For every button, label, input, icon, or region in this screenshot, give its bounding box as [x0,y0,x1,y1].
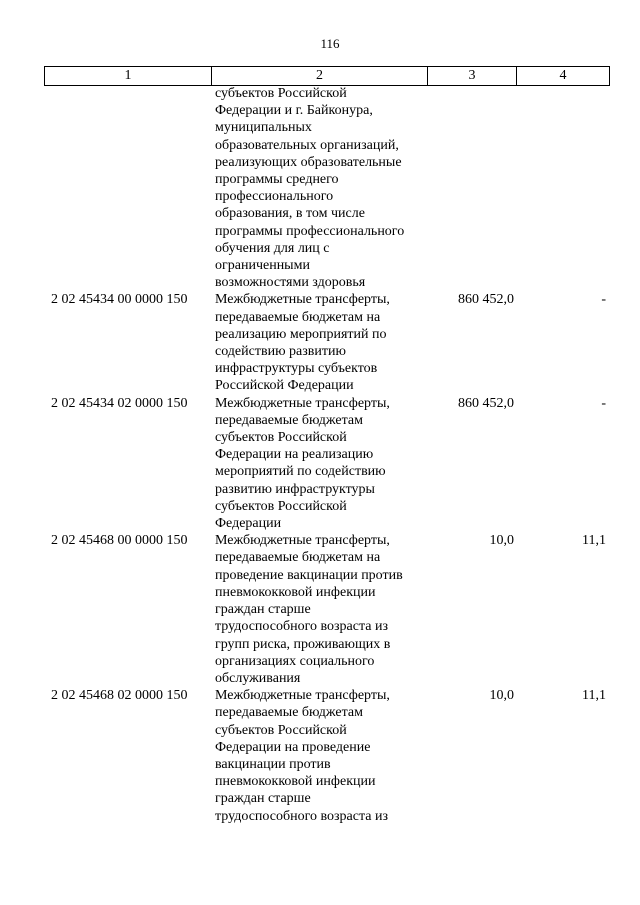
name-line: содействию развитию [215,344,346,360]
name-line: субъектов Российской [215,498,347,514]
name-line: организациях социального [215,653,375,669]
table-row [44,532,609,687]
budget-item-name [211,395,427,533]
name-line: ограниченными [215,258,310,274]
name-line: обслуживания [215,670,301,686]
name-line: трудоспособного возраста из [215,808,388,824]
name-line: Межбюджетные трансферты, [215,292,390,308]
name-line: проведение вакцинации против [215,567,403,583]
name-line: передаваемые бюджетам [215,705,363,721]
page-number: 116 [320,36,340,51]
budget-item-name [211,85,427,291]
name-line: граждан старше [215,602,311,618]
name-line: групп риска, проживающих в [215,636,391,652]
name-line: развитию инфраструктуры [215,481,375,497]
amount-col-3: 10,0 [489,688,514,704]
amount-col-4: 11,1 [582,688,606,704]
budget-code: 2 02 45434 00 0000 150 [51,292,188,308]
table-row [44,291,609,394]
name-line: программы профессионального [215,223,405,239]
amount-col-3: 860 452,0 [458,395,514,411]
name-line: Федерации на реализацию [215,447,374,463]
name-line: обучения для лиц с [215,240,330,256]
name-line: Межбюджетные трансферты, [215,688,390,704]
name-line: пневмококковой инфекции [215,774,376,790]
budget-code: 2 02 45468 02 0000 150 [51,688,188,704]
name-line: образования, в том числе [215,206,365,222]
table-body [44,85,609,825]
budget-item-name [211,687,427,825]
header-col-1: 1 [45,67,212,85]
budget-code: 2 02 45468 00 0000 150 [51,533,188,549]
budget-item-name [211,291,427,394]
name-line: трудоспособного возраста из [215,619,388,635]
name-line: пневмококковой инфекции [215,584,376,600]
name-line: возможностями здоровья [215,275,366,291]
name-line: образовательных организаций, [215,137,399,153]
name-line: граждан старше [215,791,311,807]
name-line: вакцинации против [215,756,331,772]
name-line: реализацию мероприятий по [215,326,387,342]
header-col-3: 3 [428,67,517,85]
name-line: Федерации [215,516,282,532]
table-header [44,66,610,86]
amount-col-4: - [601,292,606,308]
header-col-4: 4 [517,67,610,85]
name-line: субъектов Российской [215,86,347,101]
name-line: реализующих образовательные [215,154,402,170]
name-line: передаваемые бюджетам на [215,309,381,325]
name-line: инфраструктуры субъектов [215,361,378,377]
name-line: муниципальных [215,120,312,136]
amount-col-3: 10,0 [489,533,514,549]
name-line: передаваемые бюджетам на [215,550,381,566]
name-line: профессионального [215,189,334,205]
budget-code: 2 02 45434 02 0000 150 [51,395,188,411]
name-line: субъектов Российской [215,722,347,738]
name-line: мероприятий по содействию [215,464,386,480]
table-row [44,85,609,291]
name-line: субъектов Российской [215,430,347,446]
name-line: Межбюджетные трансферты, [215,533,390,549]
name-line: Федерации на проведение [215,739,371,755]
name-line: программы среднего [215,172,339,188]
name-line: Межбюджетные трансферты, [215,395,390,411]
table-row [44,395,609,533]
name-line: передаваемые бюджетам [215,412,363,428]
name-line: Федерации и г. Байконура, [215,103,373,119]
header-col-2: 2 [212,67,428,85]
amount-col-3: 860 452,0 [458,292,514,308]
name-line: Российской Федерации [215,378,354,394]
table-row [44,687,609,825]
amount-col-4: - [601,395,606,411]
budget-item-name [211,532,427,687]
amount-col-4: 11,1 [582,533,606,549]
